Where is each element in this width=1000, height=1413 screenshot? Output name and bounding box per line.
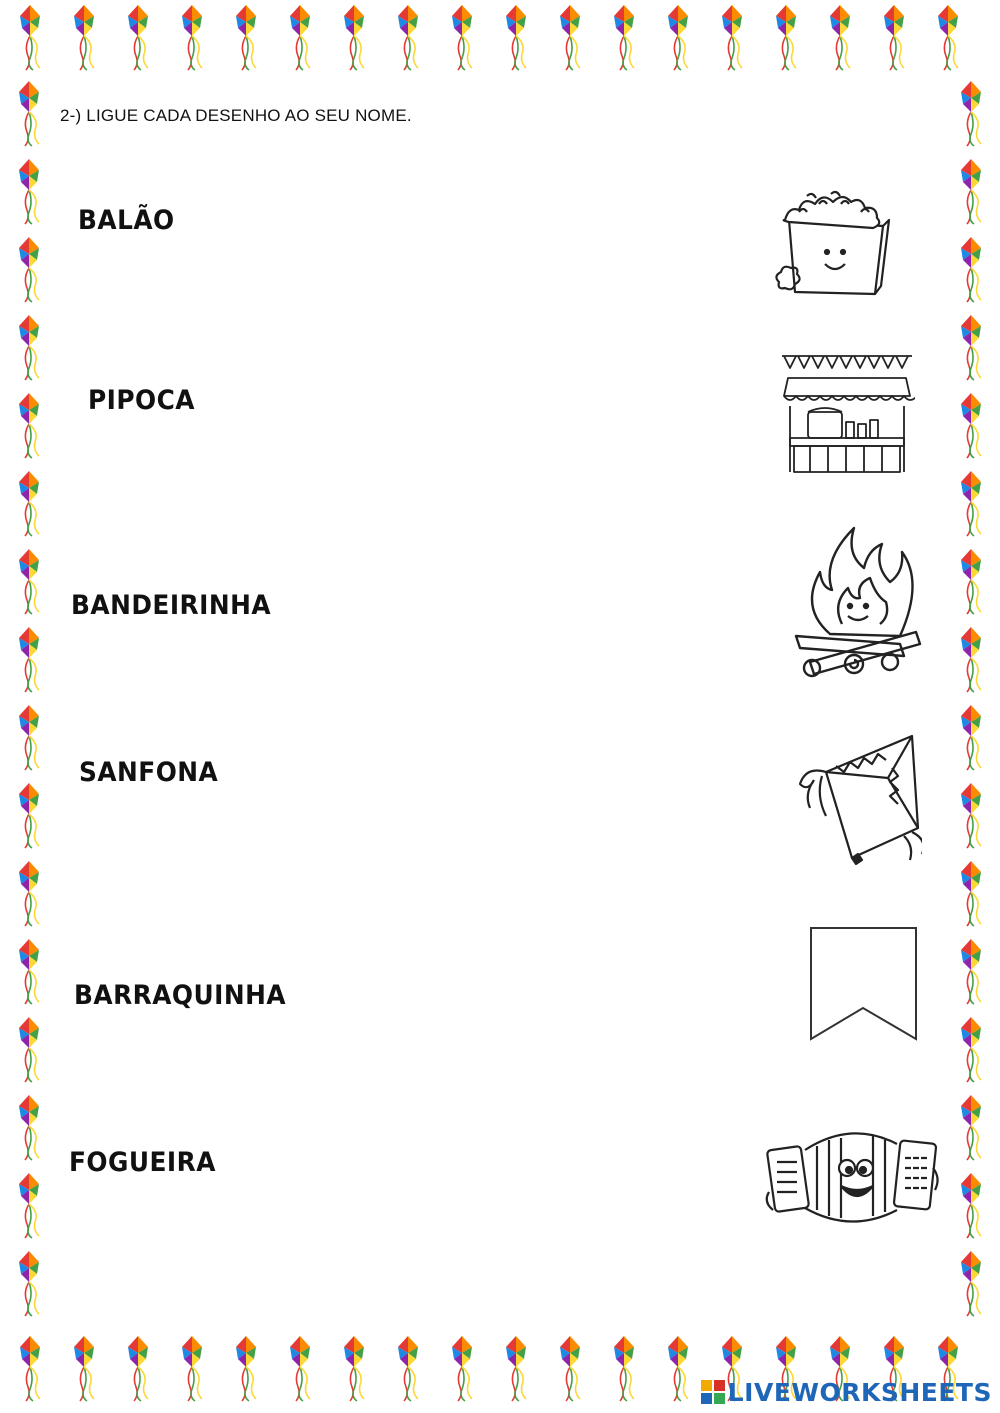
word-fogueira[interactable]: FOGUEIRA: [69, 1147, 216, 1178]
word-pipoca[interactable]: PIPOCA: [88, 385, 195, 416]
kite-icon: [339, 1335, 369, 1403]
kite-icon: [14, 392, 44, 460]
kite-icon: [956, 1094, 986, 1162]
kite-icon: [447, 4, 477, 72]
kite-icon: [285, 4, 315, 72]
festival-stall-picture[interactable]: [780, 350, 915, 475]
kite-icon: [339, 4, 369, 72]
kite-icon: [956, 782, 986, 850]
kite-icon: [956, 938, 986, 1006]
instruction-text: 2-) LIGUE CADA DESENHO AO SEU NOME.: [60, 106, 412, 125]
kite-icon: [177, 1335, 207, 1403]
kite-icon: [956, 1172, 986, 1240]
bunting-flag-picture[interactable]: [808, 925, 920, 1043]
kite-icon: [447, 1335, 477, 1403]
kite-icon: [956, 158, 986, 226]
kite-icon: [609, 4, 639, 72]
watermark-text: LIVEWORKSHEETS: [727, 1377, 992, 1407]
word-balao[interactable]: BALÃO: [78, 205, 175, 236]
kite-icon: [14, 314, 44, 382]
kite-icon: [14, 1250, 44, 1318]
kite-icon: [177, 4, 207, 72]
kite-icon: [14, 1172, 44, 1240]
kite-icon: [123, 4, 153, 72]
paper-balloon-picture[interactable]: [792, 732, 922, 872]
kite-icon: [285, 1335, 315, 1403]
kite-icon: [14, 158, 44, 226]
kite-icon: [393, 4, 423, 72]
kite-icon: [231, 4, 261, 72]
accordion-picture[interactable]: [765, 1128, 940, 1233]
kite-icon: [717, 4, 747, 72]
kite-icon: [14, 704, 44, 772]
kite-icon: [956, 80, 986, 148]
kite-icon: [69, 1335, 99, 1403]
kite-icon: [501, 1335, 531, 1403]
liveworksheets-logo-icon: [700, 1379, 726, 1405]
kite-icon: [14, 1094, 44, 1162]
kite-icon: [14, 548, 44, 616]
kite-icon: [14, 626, 44, 694]
word-sanfona[interactable]: SANFONA: [79, 757, 219, 788]
kite-icon: [393, 1335, 423, 1403]
kite-icon: [825, 4, 855, 72]
kite-icon: [956, 314, 986, 382]
kite-icon: [956, 548, 986, 616]
kite-icon: [14, 470, 44, 538]
kite-icon: [69, 4, 99, 72]
kite-icon: [501, 4, 531, 72]
kite-icon: [879, 4, 909, 72]
kite-icon: [555, 4, 585, 72]
kite-icon: [555, 1335, 585, 1403]
kite-icon: [663, 1335, 693, 1403]
kite-icon: [15, 1335, 45, 1403]
kite-icon: [933, 4, 963, 72]
kite-icon: [14, 938, 44, 1006]
kite-icon: [956, 392, 986, 460]
kite-icon: [14, 236, 44, 304]
kite-icon: [15, 4, 45, 72]
kite-icon: [663, 4, 693, 72]
kite-icon: [123, 1335, 153, 1403]
popcorn-bag-picture[interactable]: [765, 182, 890, 302]
kite-icon: [14, 782, 44, 850]
kite-icon: [956, 626, 986, 694]
kite-icon: [956, 236, 986, 304]
kite-icon: [231, 1335, 261, 1403]
kite-icon: [14, 1016, 44, 1084]
kite-icon: [771, 4, 801, 72]
kite-icon: [14, 860, 44, 928]
kite-icon: [956, 1016, 986, 1084]
word-bandeirinha[interactable]: BANDEIRINHA: [71, 590, 272, 621]
liveworksheets-watermark: [700, 1377, 992, 1407]
kite-icon: [956, 860, 986, 928]
word-barraquinha[interactable]: BARRAQUINHA: [74, 980, 287, 1011]
kite-icon: [956, 470, 986, 538]
kite-icon: [956, 704, 986, 772]
bonfire-picture[interactable]: [790, 522, 925, 682]
kite-icon: [609, 1335, 639, 1403]
kite-icon: [956, 1250, 986, 1318]
kite-icon: [14, 80, 44, 148]
